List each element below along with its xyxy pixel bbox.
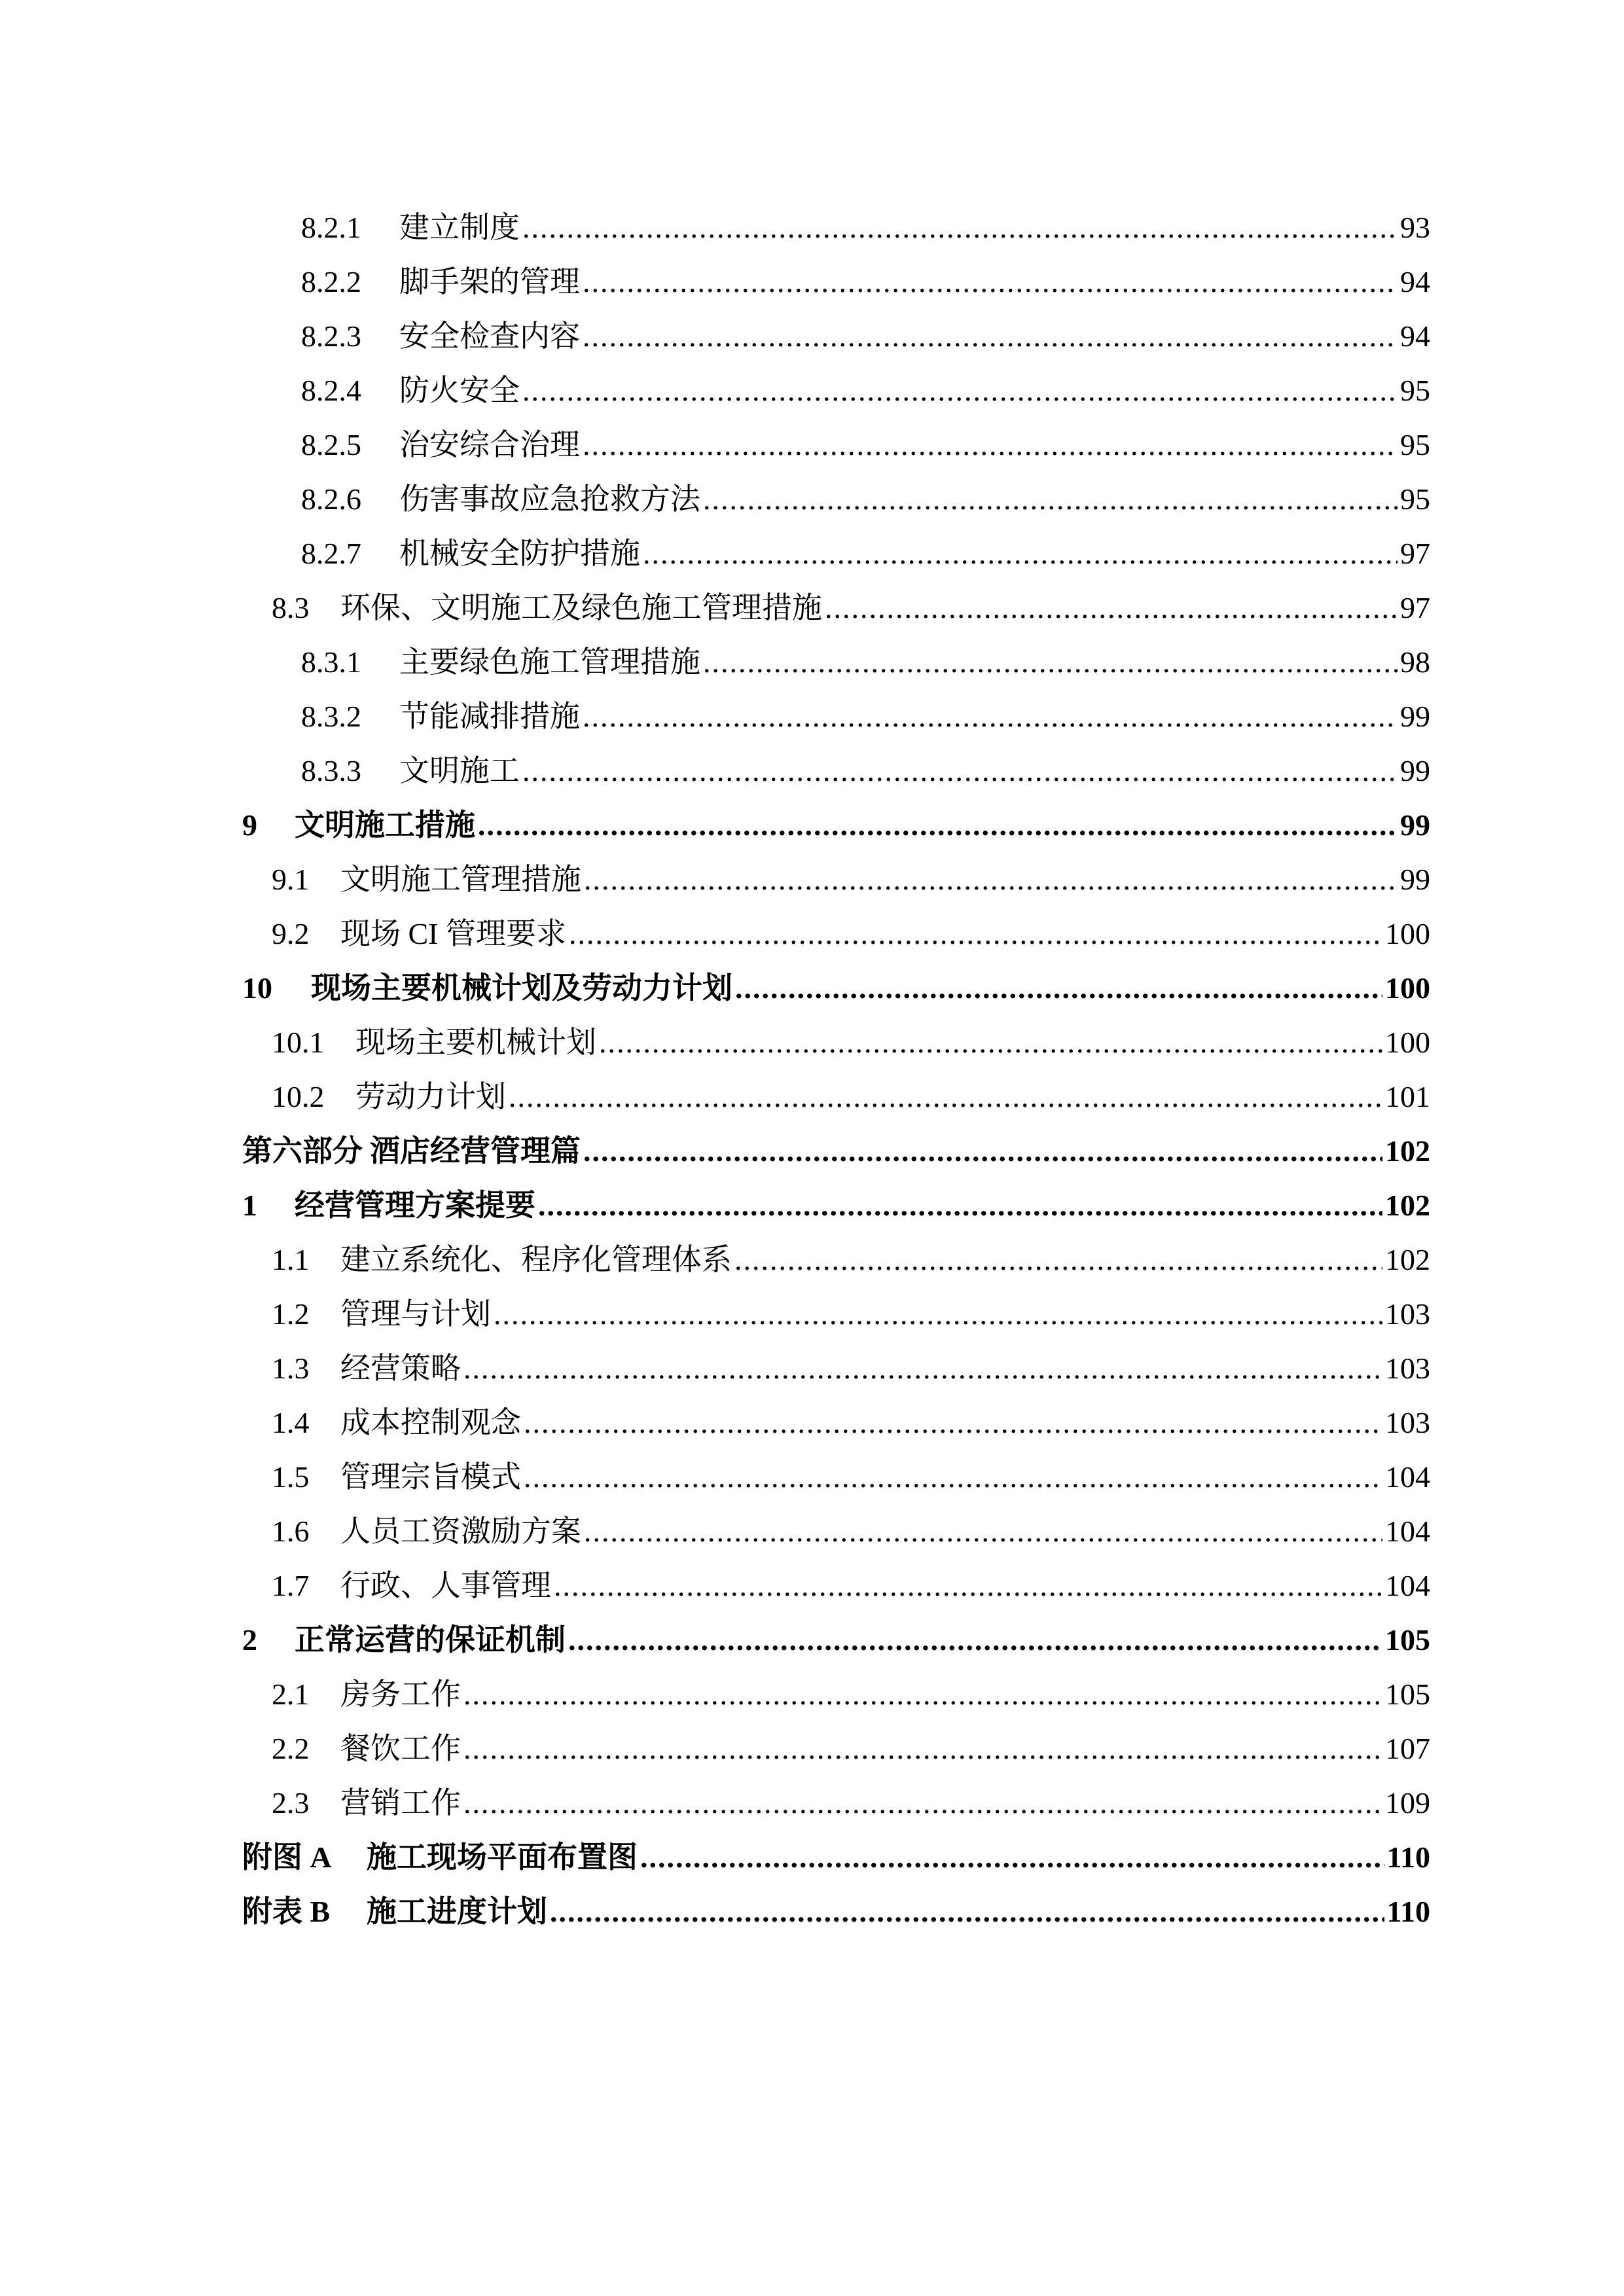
toc-entry-page: 98 — [1400, 645, 1430, 679]
toc-entry-page: 102 — [1385, 1134, 1430, 1168]
toc-entry-title: 文明施工措施 — [295, 808, 475, 842]
toc-entry-page: 103 — [1385, 1406, 1430, 1439]
toc-entry-title: 劳动力计划 — [355, 1080, 506, 1113]
toc-entry-number: 2 — [242, 1623, 257, 1657]
toc-entry-number: 8.2.4 — [301, 374, 361, 407]
toc-entry-page: 107 — [1385, 1732, 1430, 1765]
toc-entry-number: 8.2.2 — [301, 265, 361, 298]
toc-entry-number: 1 — [242, 1189, 257, 1222]
toc-entry-number: 8.2.1 — [301, 211, 361, 244]
toc-entry-page: 95 — [1400, 482, 1430, 516]
toc-entry[interactable] — [272, 1562, 1430, 1610]
toc-entry[interactable] — [301, 367, 1430, 415]
toc-entry-page: 100 — [1385, 971, 1430, 1005]
toc-entry[interactable] — [272, 1073, 1430, 1121]
toc-entry-title: 建立制度 — [399, 211, 520, 244]
toc-entry[interactable] — [301, 204, 1430, 252]
dot-leader — [538, 1181, 1382, 1230]
dot-leader — [522, 367, 1398, 415]
toc-entry-title: 现场 CI 管理要求 — [340, 917, 566, 950]
toc-entry-title: 餐饮工作 — [340, 1732, 461, 1765]
toc-entry[interactable] — [272, 1507, 1430, 1556]
toc-entry-page: 103 — [1385, 1352, 1430, 1385]
toc-entry[interactable] — [272, 1399, 1430, 1447]
toc-entry-number: 10.2 — [272, 1080, 325, 1113]
toc-entry-title: 营销工作 — [340, 1786, 461, 1820]
toc-entry-page: 97 — [1400, 591, 1430, 624]
toc-entry[interactable] — [272, 1779, 1430, 1827]
dot-leader — [583, 421, 1398, 469]
dot-leader — [703, 475, 1398, 524]
toc-entry-title: 管理与计划 — [340, 1297, 491, 1331]
toc-entry-page: 109 — [1385, 1786, 1430, 1820]
toc-entry[interactable] — [272, 1018, 1430, 1067]
toc-entry[interactable] — [242, 1833, 1430, 1882]
toc-entry-number: 1.6 — [272, 1515, 310, 1548]
toc-entry-page: 102 — [1385, 1243, 1430, 1276]
toc-entry-page: 95 — [1400, 428, 1430, 461]
dot-leader — [509, 1073, 1382, 1121]
toc-entry-page: 97 — [1400, 537, 1430, 570]
dot-leader — [583, 1127, 1382, 1175]
toc-entry-title: 安全检查内容 — [399, 319, 580, 353]
toc-entry-title: 正常运营的保证机制 — [295, 1623, 566, 1657]
toc-entry-page: 104 — [1385, 1569, 1430, 1602]
dot-leader — [463, 1670, 1382, 1719]
toc-entry-page: 101 — [1385, 1080, 1430, 1113]
toc-entry-title: 伤害事故应急抢救方法 — [399, 482, 700, 516]
toc-entry-page: 110 — [1386, 1840, 1430, 1874]
toc-entry-title: 主要绿色施工管理措施 — [399, 645, 700, 679]
dot-leader — [735, 964, 1382, 1013]
toc-entry-page: 95 — [1400, 374, 1430, 407]
dot-leader — [569, 910, 1382, 958]
toc-entry[interactable] — [272, 855, 1430, 904]
toc-entry-number: 8.3.2 — [301, 700, 361, 733]
toc-entry-title: 经营策略 — [340, 1352, 461, 1385]
toc-entry[interactable] — [272, 910, 1430, 958]
toc-entry-title: 建立系统化、程序化管理体系 — [340, 1243, 732, 1276]
toc-entry-number: 2.3 — [272, 1786, 310, 1820]
toc-entry-title: 施工现场平面布置图 — [367, 1840, 638, 1874]
toc-entry[interactable] — [242, 1181, 1430, 1230]
toc-entry-number: 10.1 — [272, 1026, 325, 1059]
toc-entry[interactable] — [272, 1236, 1430, 1284]
toc-entry-page: 102 — [1385, 1189, 1430, 1222]
toc-entry-number: 9 — [242, 808, 257, 842]
toc-entry-page: 104 — [1385, 1460, 1430, 1494]
toc-entry-number: 1.2 — [272, 1297, 310, 1331]
toc-entry[interactable] — [301, 692, 1430, 741]
toc-entry-title: 施工进度计划 — [367, 1895, 547, 1928]
toc-entry[interactable] — [272, 1725, 1430, 1773]
toc-entry-number: 附图 A — [242, 1840, 332, 1874]
toc-entry-title: 文明施工管理措施 — [340, 863, 581, 896]
toc-entry-page: 105 — [1385, 1677, 1430, 1711]
toc-entry-page: 93 — [1400, 211, 1430, 244]
toc-entry-title: 成本控制观念 — [340, 1406, 521, 1439]
dot-leader — [524, 1453, 1382, 1501]
toc-entry-number: 8.3.3 — [301, 754, 361, 787]
toc-entry-number: 9.2 — [272, 917, 310, 950]
toc-entry-title: 机械安全防护措施 — [399, 537, 640, 570]
toc-entry-number: 1.5 — [272, 1460, 310, 1494]
toc-entry-number: 1.3 — [272, 1352, 310, 1385]
toc-entry-title: 防火安全 — [399, 374, 520, 407]
toc-entry[interactable] — [301, 747, 1430, 795]
dot-leader — [550, 1888, 1384, 1936]
toc-entry[interactable] — [272, 1670, 1430, 1719]
toc-entry-page: 104 — [1385, 1515, 1430, 1548]
toc-entry-title: 行政、人事管理 — [340, 1569, 551, 1602]
dot-leader — [703, 638, 1398, 687]
dot-leader — [463, 1344, 1382, 1393]
dot-leader — [478, 801, 1398, 850]
toc-entry-page: 99 — [1400, 863, 1430, 896]
toc-entry-title: 房务工作 — [340, 1677, 461, 1711]
toc-entry-number: 附表 B — [242, 1895, 331, 1928]
dot-leader — [599, 1018, 1382, 1067]
toc-entry-number: 8.2.6 — [301, 482, 361, 516]
dot-leader — [583, 692, 1398, 741]
toc-entry-title: 管理宗旨模式 — [340, 1460, 521, 1494]
dot-leader — [522, 747, 1398, 795]
toc-entry-number: 8.2.7 — [301, 537, 361, 570]
toc-entry-title: 酒店经营管理篇 — [370, 1134, 581, 1168]
dot-leader — [584, 855, 1398, 904]
toc-entry-title: 环保、文明施工及绿色施工管理措施 — [340, 591, 822, 624]
toc-entry-number: 1.1 — [272, 1243, 310, 1276]
dot-leader — [643, 529, 1398, 578]
dot-leader — [463, 1725, 1382, 1773]
toc-entry-number: 1.4 — [272, 1406, 310, 1439]
toc-entry-title: 治安综合治理 — [399, 428, 580, 461]
dot-leader — [524, 1399, 1382, 1447]
dot-leader — [583, 312, 1398, 361]
dot-leader — [568, 1616, 1382, 1664]
toc-entry[interactable] — [301, 638, 1430, 687]
dot-leader — [640, 1833, 1384, 1882]
toc-entry-title: 人员工资激励方案 — [340, 1515, 581, 1548]
toc-entry-page: 105 — [1385, 1623, 1430, 1657]
toc-entry-title: 节能减排措施 — [399, 700, 580, 733]
toc-entry-number: 2.1 — [272, 1677, 310, 1711]
toc-entry-number: 1.7 — [272, 1569, 310, 1602]
toc-entry-title: 脚手架的管理 — [399, 265, 580, 298]
toc-entry-number: 9.1 — [272, 863, 310, 896]
toc-entry-number: 8.2.5 — [301, 428, 361, 461]
toc-entry-page: 100 — [1385, 1026, 1430, 1059]
toc-entry-number: 8.3.1 — [301, 645, 361, 679]
toc-entry-page: 99 — [1400, 700, 1430, 733]
toc-entry[interactable] — [301, 312, 1430, 361]
toc-entry[interactable] — [301, 421, 1430, 469]
toc-entry[interactable] — [301, 475, 1430, 524]
toc-entry-page: 103 — [1385, 1297, 1430, 1331]
dot-leader — [554, 1562, 1382, 1610]
dot-leader — [584, 1507, 1382, 1556]
toc-entry-title: 现场主要机械计划及劳动力计划 — [311, 971, 732, 1005]
toc-entry[interactable] — [242, 964, 1430, 1013]
toc-entry[interactable] — [272, 1290, 1430, 1338]
toc-entry-number: 8.3 — [272, 591, 310, 624]
toc-entry-page: 99 — [1400, 754, 1430, 787]
toc-entry[interactable] — [242, 801, 1430, 850]
toc-entry[interactable] — [272, 584, 1430, 632]
dot-leader — [583, 258, 1398, 306]
toc-entry[interactable] — [242, 1616, 1430, 1664]
toc-entry-page: 110 — [1386, 1895, 1430, 1928]
toc-entry-page: 100 — [1385, 917, 1430, 950]
toc-entry-title: 文明施工 — [399, 754, 520, 787]
dot-leader — [494, 1290, 1382, 1338]
toc-entry-number: 10 — [242, 971, 272, 1005]
toc-entry-title: 现场主要机械计划 — [355, 1026, 596, 1059]
toc-entry-page: 99 — [1400, 808, 1430, 842]
dot-leader — [734, 1236, 1382, 1284]
toc-entry[interactable] — [242, 1888, 1430, 1936]
toc-entry-number: 8.2.3 — [301, 319, 361, 353]
toc-entry-number: 2.2 — [272, 1732, 310, 1765]
toc-entry[interactable] — [301, 529, 1430, 578]
toc-entry[interactable] — [272, 1453, 1430, 1501]
toc-entry[interactable] — [301, 258, 1430, 306]
toc-entry-page: 94 — [1400, 319, 1430, 353]
dot-leader — [522, 204, 1398, 252]
toc-entry[interactable] — [242, 1127, 1430, 1175]
toc-entry[interactable] — [272, 1344, 1430, 1393]
dot-leader — [825, 584, 1398, 632]
toc-entry-number: 第六部分 — [242, 1134, 363, 1168]
toc-entry-title: 经营管理方案提要 — [295, 1189, 535, 1222]
toc-entry-page: 94 — [1400, 265, 1430, 298]
dot-leader — [463, 1779, 1382, 1827]
